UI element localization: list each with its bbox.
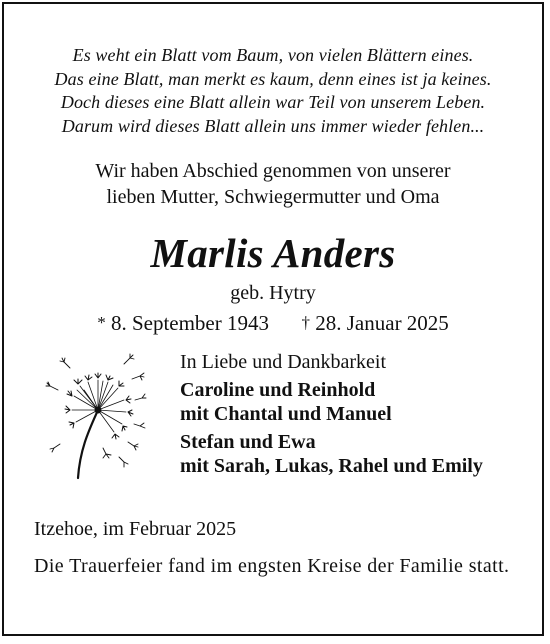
- family-line: mit Sarah, Lukas, Rahel und Emily: [180, 455, 483, 477]
- deceased-name: Marlis Anders: [150, 230, 396, 276]
- life-dates: [4, 309, 542, 337]
- death-symbol: †: [301, 313, 310, 332]
- family-line: Stefan und Ewa: [180, 431, 316, 453]
- dandelion-icon: [40, 350, 148, 480]
- farewell-intro-line: lieben Mutter, Schwiegermutter und Oma: [106, 186, 440, 208]
- funeral-notice: Die Trauerfeier fand im engsten Kreise der Familie statt.: [34, 555, 510, 577]
- poem-line: Doch dieses eine Blatt allein war Teil von unserem Leben.: [60, 92, 486, 112]
- death-date: 28. Januar 2025: [315, 311, 449, 335]
- poem-line: Es weht ein Blatt vom Baum, von vielen Blättern eines.: [72, 45, 474, 65]
- obituary-frame: [2, 2, 544, 636]
- birth-symbol: *: [97, 313, 106, 332]
- poem-line: Das eine Blatt, man merkt es kaum, denn eines ist ja keines.: [54, 68, 492, 89]
- poem: [4, 44, 542, 138]
- place-date: Itzehoe, im Februar 2025: [34, 518, 237, 540]
- birth-date: 8. September 1943: [110, 311, 269, 335]
- family-signatures: [180, 350, 483, 478]
- family-line: Caroline und Reinhold: [180, 379, 376, 401]
- family-intro: In Liebe und Dankbarkeit: [180, 351, 387, 373]
- maiden-name: geb. Hytry: [230, 282, 316, 304]
- farewell-intro: [4, 158, 542, 210]
- family-line: mit Chantal und Manuel: [180, 403, 392, 425]
- poem-line: Darum wird dieses Blatt allein uns immer wieder fehlen...: [61, 115, 485, 136]
- farewell-intro-line: Wir haben Abschied genommen von unserer: [95, 160, 451, 182]
